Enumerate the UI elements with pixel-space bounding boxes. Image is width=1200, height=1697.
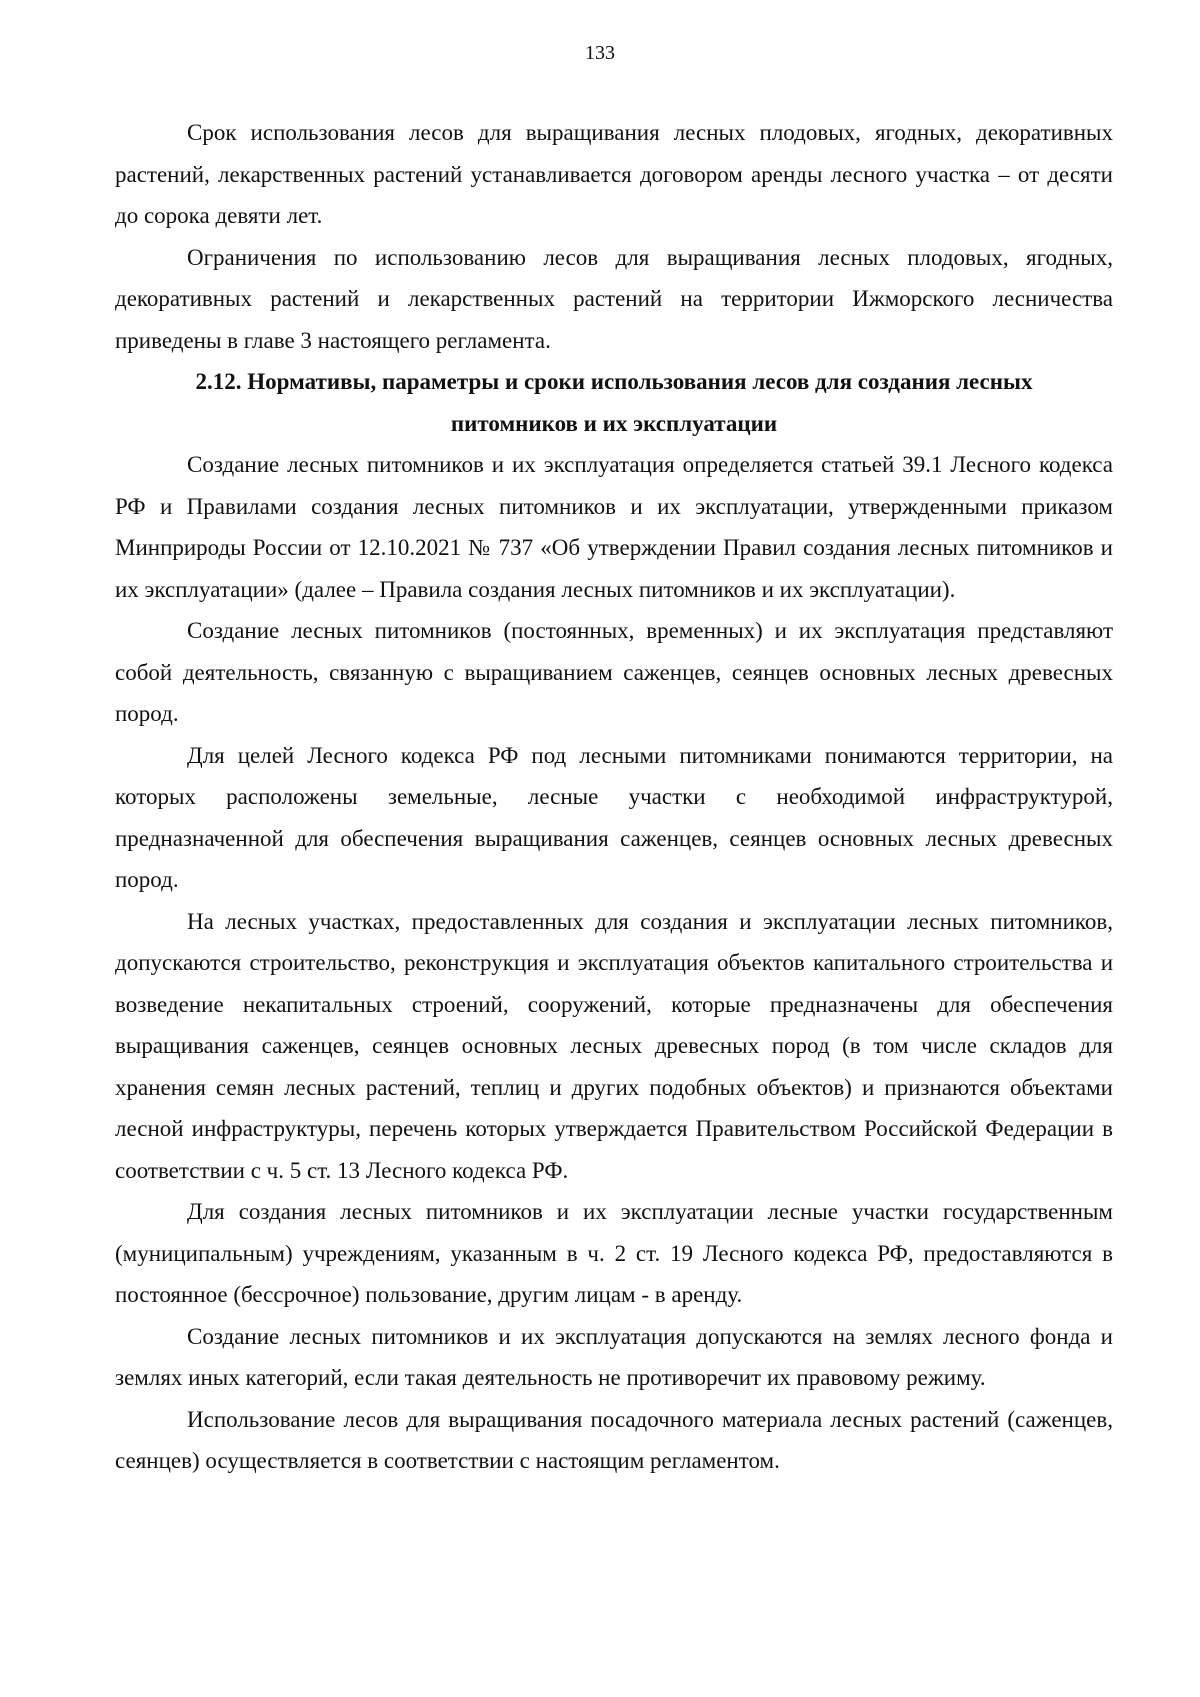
- paragraph-restrictions: Ограничения по использованию лесов для выращивания лесных плодовых, ягодных, декоративных растений и лекарственных растений на территории Ижморского лесничества приведены в главе 3 настоящего регламента.: [115, 244, 1113, 353]
- paragraph-planting-material: Использование лесов для выращивания посадочного материала лесных растений (саженцев, сеянцев) осуществляется в соответствии с настоящим регламентом.: [115, 1406, 1113, 1473]
- paragraph-land-provision: Для создания лесных питомников и их эксплуатации лесные участки государственным (муниципальным) учреждениям, указанным в ч. 2 ст. 19 Лесного кодекса РФ, предоставляются в постоянное (бессрочное) пользование, другим лицам - в аренду.: [115, 1199, 1113, 1307]
- paragraph-land-categories: Создание лесных питомников и их эксплуатация допускаются на землях лесного фонда и землях иных категорий, если такая деятельность не противоречит их правовому режиму.: [115, 1323, 1113, 1390]
- paragraph-term-of-use: Срок использования лесов для выращивания лесных плодовых, ягодных, декоративных растений, лекарственных растений устанавливается договором аренды лесного участка – от десяти до сорока девяти лет.: [115, 120, 1113, 228]
- paragraph-construction-allowed: На лесных участках, предоставленных для создания и эксплуатации лесных питомников, допускаются строительство, реконструкция и эксплуатация объектов капитального строительства и возведение некапитальных строений, сооружений, которые предназначены для обеспечения выращивания саженцев, сеянцев основных лесных древесных пород (в том числе складов для хранения семян лесных растений, теплиц и других подобных объектов) и признаются объектами лесной инфраструктуры, перечень которых утверждается Правительством Российской Федерации в соответствии с ч. 5 ст. 13 Лесного кодекса РФ.: [115, 908, 1113, 1183]
- section-heading: 2.12. Нормативы, параметры и сроки использования лесов для создания лесных питомников и их эксплуатации: [195, 369, 1033, 436]
- document-body: [115, 112, 1113, 1482]
- paragraph-nursery-activity: Создание лесных питомников (постоянных, временных) и их эксплуатация представляют собой деятельность, связанную с выращиванием саженцев, сеянцев основных лесных древесных пород.: [115, 618, 1113, 726]
- paragraph-nursery-definition: Для целей Лесного кодекса РФ под лесными питомниками понимаются территории, на которых расположены земельные, лесные участки с необходимой инфраструктурой, предназначенной для обеспечения выращивания саженцев, сеянцев основных лесных древесных пород.: [115, 742, 1113, 892]
- page-number: 133: [585, 42, 615, 64]
- paragraph-nursery-creation: Создание лесных питомников и их эксплуатация определяется статьей 39.1 Лесного кодекса РФ и Правилами создания лесных питомников и их эксплуатации, утвержденными приказом Минприроды России от 12.10.2021 № 737 «Об утверждении Правил создания лесных питомников и их эксплуатации» (далее – Правила создания лесных питомников и их эксплуатации).: [115, 452, 1113, 602]
